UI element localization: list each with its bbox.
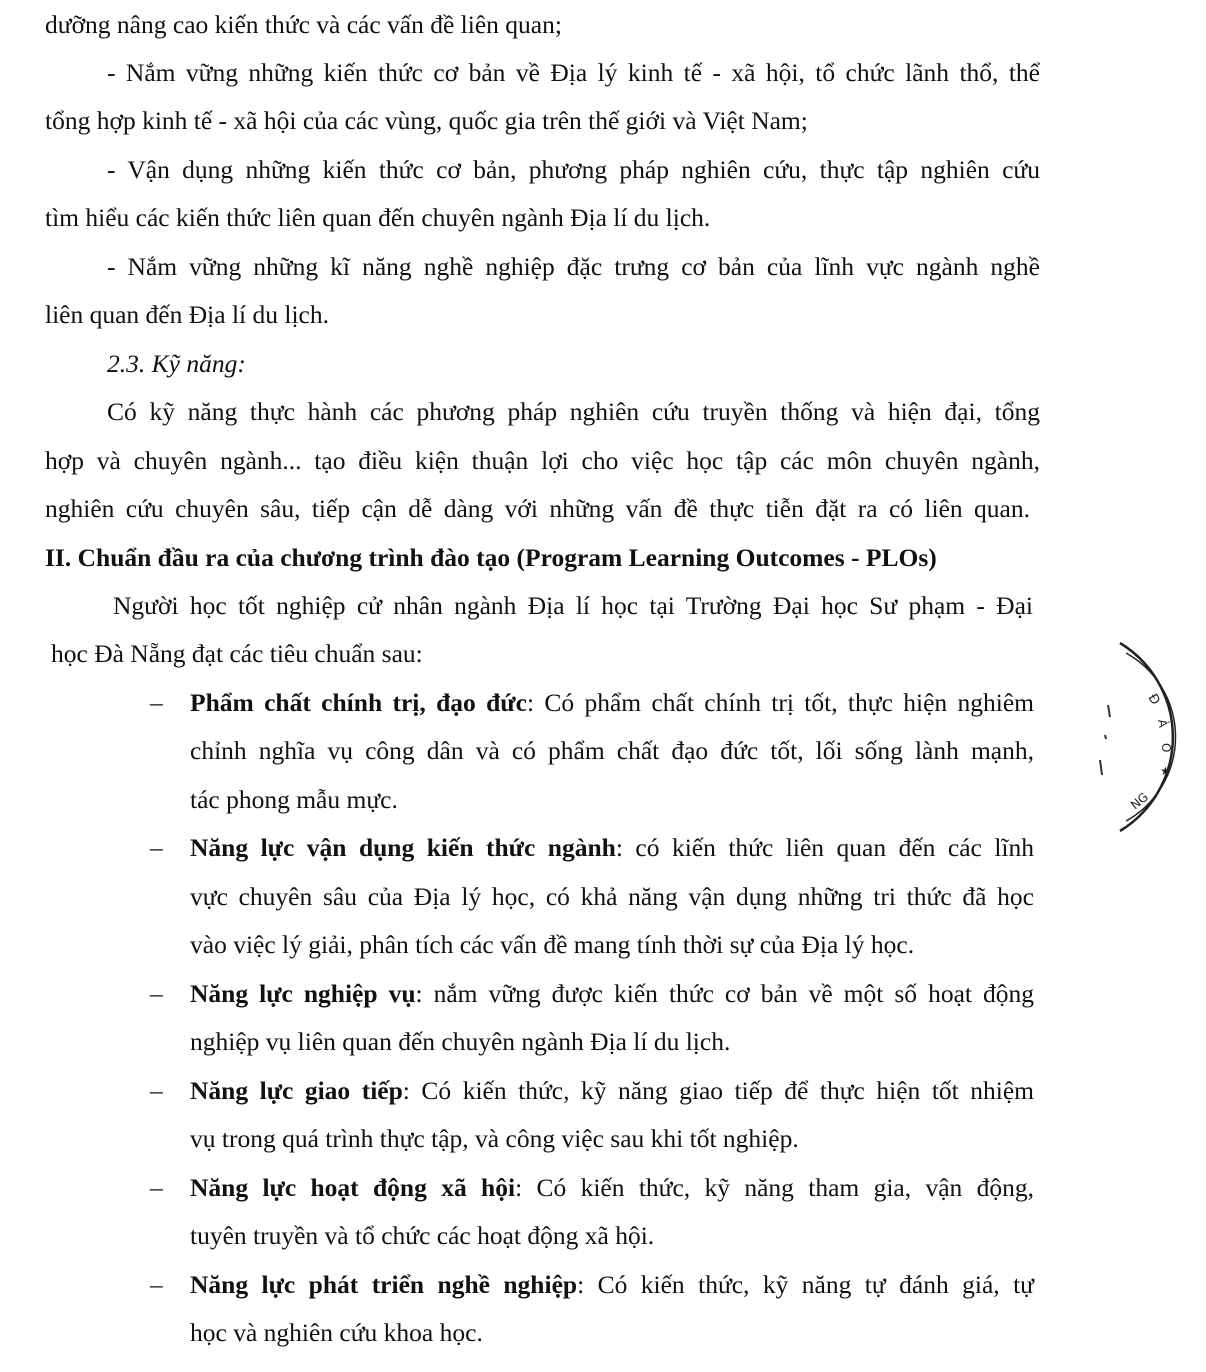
paragraph-line: hợp và chuyên ngành... tạo điều kiện thuận lợi cho việc học tập các môn chuyên ngành, bbox=[45, 446, 1040, 475]
outcome-label: Năng lực nghiệp vụ bbox=[190, 979, 416, 1008]
svg-text:NG: NG bbox=[1127, 789, 1151, 813]
paragraph-line: dưỡng nâng cao kiến thức và các vấn đề liên quan; bbox=[45, 10, 562, 39]
outcome-line: Phẩm chất chính trị, đạo đức: Có phẩm chất chính trị tốt, thực hiện nghiêm bbox=[190, 688, 1034, 717]
svg-text:Đ: Đ bbox=[1144, 691, 1163, 708]
outcome-line: chỉnh nghĩa vụ công dân và có phẩm chất đạo đức tốt, lối sống lành mạnh, bbox=[190, 736, 1034, 765]
paragraph-line: Người học tốt nghiệp cử nhân ngành Địa lí học tại Trường Đại học Sư phạm - Đại bbox=[113, 591, 1033, 620]
outcome-line: vào việc lý giải, phân tích các vấn đề mang tính thời sự của Địa lý học. bbox=[190, 930, 915, 959]
outcome-line: Năng lực vận dụng kiến thức ngành: có kiến thức liên quan đến các lĩnh bbox=[190, 833, 1035, 862]
official-stamp bbox=[1090, 635, 1180, 845]
outcome-label: Năng lực hoạt động xã hội bbox=[190, 1173, 516, 1202]
bullet-dash: – bbox=[150, 688, 163, 717]
bullet-dash: – bbox=[150, 1270, 163, 1299]
paragraph-line: - Nắm vững những kĩ năng nghề nghiệp đặc trưng cơ bản của lĩnh vực ngành nghề bbox=[107, 252, 1040, 281]
paragraph-line: - Vận dụng những kiến thức cơ bản, phương pháp nghiên cứu, thực tập nghiên cứu bbox=[107, 155, 1040, 184]
svg-text:À: À bbox=[1155, 718, 1171, 729]
paragraph-line: tìm hiểu các kiến thức liên quan đến chuyên ngành Địa lí du lịch. bbox=[45, 203, 711, 232]
outcome-label: Năng lực phát triển nghề nghiệp bbox=[190, 1270, 578, 1299]
bullet-dash: – bbox=[150, 979, 163, 1008]
outcome-label: Năng lực vận dụng kiến thức ngành bbox=[190, 833, 616, 862]
outcome-line: vực chuyên sâu của Địa lý học, có khả năng vận dụng những tri thức đã học bbox=[190, 882, 1034, 911]
outcome-line: Năng lực nghiệp vụ: nắm vững được kiến thức cơ bản về một số hoạt động bbox=[190, 979, 1034, 1008]
svg-text:O: O bbox=[1159, 743, 1173, 753]
section-heading-plos: II. Chuẩn đầu ra của chương trình đào tạo (Program Learning Outcomes - PLOs) bbox=[45, 543, 937, 572]
paragraph-line: nghiên cứu chuyên sâu, tiếp cận dễ dàng với những vấn đề thực tiễn đặt ra có liên quan. bbox=[45, 494, 1030, 523]
paragraph-line: học Đà Nẵng đạt các tiêu chuẩn sau: bbox=[51, 639, 423, 668]
svg-text:★: ★ bbox=[1160, 764, 1171, 778]
outcome-line: tuyên truyền và tổ chức các hoạt động xã hội. bbox=[190, 1221, 655, 1250]
bullet-dash: – bbox=[150, 1076, 163, 1105]
outcome-line: học và nghiên cứu khoa học. bbox=[190, 1318, 483, 1347]
bullet-dash: – bbox=[150, 833, 163, 862]
section-heading-skills: 2.3. Kỹ năng: bbox=[107, 349, 246, 378]
paragraph-line: tổng hợp kinh tế - xã hội của các vùng, quốc gia trên thế giới và Việt Nam; bbox=[45, 106, 808, 135]
paragraph-line: - Nắm vững những kiến thức cơ bản về Địa lý kinh tế - xã hội, tổ chức lãnh thổ, thể bbox=[107, 58, 1040, 87]
outcome-line: Năng lực giao tiếp: Có kiến thức, kỹ năng giao tiếp để thực hiện tốt nhiệm bbox=[190, 1076, 1035, 1105]
paragraph-line: Có kỹ năng thực hành các phương pháp nghiên cứu truyền thống và hiện đại, tổng bbox=[107, 397, 1040, 426]
paragraph-line: liên quan đến Địa lí du lịch. bbox=[45, 300, 329, 329]
outcome-label: Năng lực giao tiếp bbox=[190, 1076, 403, 1105]
outcome-line: Năng lực hoạt động xã hội: Có kiến thức, kỹ năng tham gia, vận động, bbox=[190, 1173, 1034, 1202]
outcome-line: vụ trong quá trình thực tập, và công việc sau khi tốt nghiệp. bbox=[190, 1124, 799, 1153]
bullet-dash: – bbox=[150, 1173, 163, 1202]
outcome-line: tác phong mẫu mực. bbox=[190, 785, 398, 814]
outcome-line: Năng lực phát triển nghề nghiệp: Có kiến thức, kỹ năng tự đánh giá, tự bbox=[190, 1270, 1034, 1299]
outcome-line: nghiệp vụ liên quan đến chuyên ngành Địa lí du lịch. bbox=[190, 1027, 731, 1056]
outcome-label: Phẩm chất chính trị, đạo đức bbox=[190, 688, 527, 717]
